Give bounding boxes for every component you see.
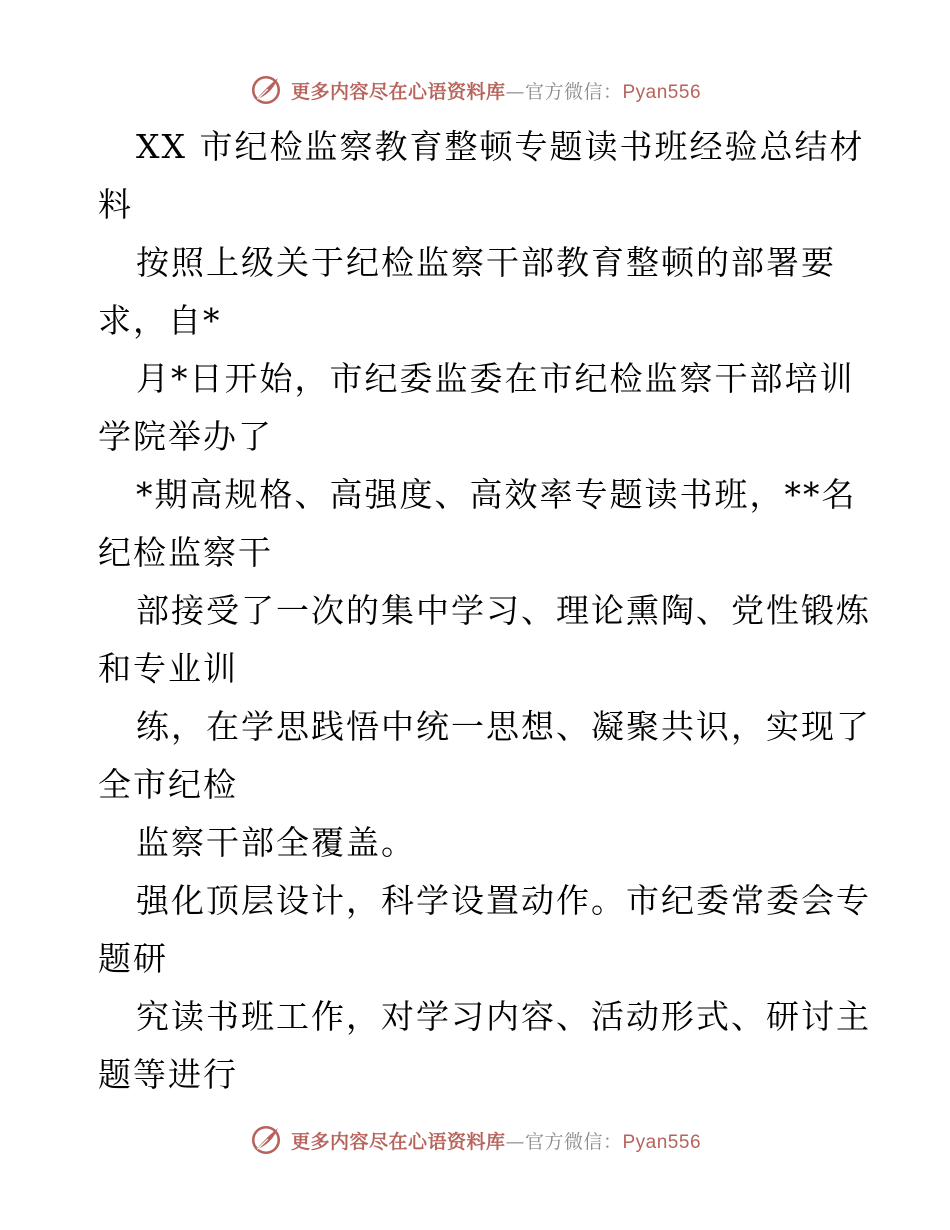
- paragraph-line: 强化顶层设计，科学设置动作。市纪委常委会专: [136, 881, 871, 920]
- quill-pen-logo-icon: [249, 1123, 283, 1157]
- watermark-official-label: 官方微信：: [524, 80, 623, 103]
- quill-pen-logo-icon: [249, 73, 283, 107]
- paragraph-line: 月*日开始，市纪委监委在市纪检监察干部培训: [136, 359, 855, 398]
- paragraph-line: 监察干部全覆盖。: [136, 823, 416, 862]
- paragraph-line: 究读书班工作，对学习内容、活动形式、研讨主: [136, 997, 871, 1036]
- watermark-official-label: 官方微信：: [524, 1130, 623, 1153]
- footer-watermark: [0, 1120, 950, 1160]
- watermark-wechat-id: Pyan556: [622, 81, 702, 103]
- paragraph-line: 按照上级关于纪检监察干部教育整顿的部署要: [136, 243, 836, 282]
- paragraph-line: *期高规格、高强度、高效率专题读书班，**名: [136, 475, 857, 514]
- paragraph-line: 和专业训: [98, 649, 238, 688]
- watermark-wechat-id: Pyan556: [622, 1131, 702, 1153]
- paragraph-line: 题等进行: [98, 1055, 238, 1094]
- document-body: [98, 118, 871, 1104]
- title-line-2: 料: [98, 185, 133, 224]
- paragraph-line: 纪检监察干: [98, 533, 273, 572]
- title-line-1: XX 市纪检监察教育整顿专题读书班经验总结材: [136, 127, 865, 166]
- watermark-separator: —: [505, 1130, 525, 1153]
- watermark-main-text: 更多内容尽在心语资料库: [290, 80, 506, 103]
- watermark-main-text: 更多内容尽在心语资料库: [290, 1130, 506, 1153]
- paragraph-line: 部接受了一次的集中学习、理论熏陶、党性锻炼: [136, 591, 871, 630]
- paragraph-line: 求，自*: [98, 301, 222, 340]
- paragraph-line: 题研: [98, 939, 168, 978]
- paragraph-line: 学院举办了: [98, 417, 273, 456]
- paragraph-line: 练，在学思践悟中统一思想、凝聚共识，实现了: [136, 707, 871, 746]
- header-watermark: [0, 70, 950, 110]
- watermark-separator: —: [505, 80, 525, 103]
- paragraph-line: 全市纪检: [98, 765, 238, 804]
